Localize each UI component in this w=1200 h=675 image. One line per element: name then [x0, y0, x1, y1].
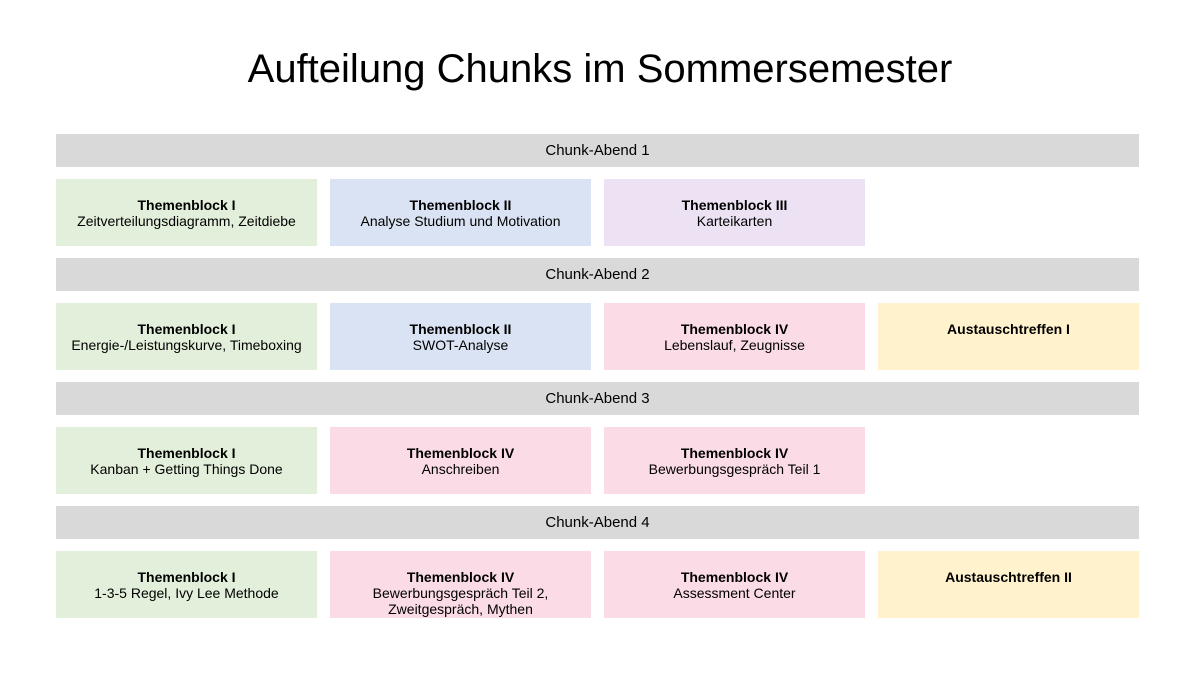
block-card — [330, 427, 591, 494]
block-title: Themenblock IV — [406, 445, 515, 461]
block-title: Themenblock III — [681, 197, 788, 213]
block-title: Themenblock I — [137, 445, 236, 461]
block-card — [604, 303, 865, 370]
block-card — [330, 179, 591, 246]
block-card — [56, 551, 317, 618]
block-title: Themenblock II — [409, 197, 512, 213]
block-description: 1-3-5 Regel, Ivy Lee Methode — [94, 585, 279, 601]
section-header-chunk-abend-3: Chunk-Abend 3 — [56, 382, 1139, 415]
page-title: Aufteilung Chunks im Sommersemester — [247, 47, 953, 91]
block-description: Analyse Studium und Motivation — [360, 213, 561, 229]
block-description: Energie-/Leistungskurve, Timeboxing — [71, 337, 302, 353]
block-description: Anschreiben — [421, 461, 500, 477]
section-row-chunk-abend-4 — [56, 551, 1139, 618]
block-card — [330, 303, 591, 370]
section-row-chunk-abend-1 — [56, 179, 1139, 246]
section-header-chunk-abend-2: Chunk-Abend 2 — [56, 258, 1139, 291]
block-description: Karteikarten — [696, 213, 773, 229]
block-card — [604, 179, 865, 246]
block-card — [56, 303, 317, 370]
block-card — [330, 551, 591, 618]
section-row-chunk-abend-3 — [56, 427, 1139, 494]
block-title: Themenblock IV — [680, 321, 789, 337]
block-title: Themenblock IV — [406, 569, 515, 585]
block-description: Bewerbungsgespräch Teil 1 — [648, 461, 821, 477]
block-title: Austauschtreffen I — [947, 321, 1070, 337]
block-description: SWOT-Analyse — [412, 337, 509, 353]
block-card — [604, 427, 865, 494]
chunk-schedule — [56, 134, 1139, 630]
block-description: Bewerbungsgespräch Teil 2, Zweitgespräch, Mythen — [372, 585, 549, 617]
block-title: Austauschtreffen II — [945, 569, 1072, 585]
exchange-card — [878, 303, 1139, 370]
block-description: Kanban + Getting Things Done — [90, 461, 283, 477]
block-description: Zeitverteilungsdiagramm, Zeitdiebe — [77, 213, 296, 229]
block-title: Themenblock I — [137, 569, 236, 585]
block-title: Themenblock IV — [680, 569, 789, 585]
block-title: Themenblock II — [409, 321, 512, 337]
exchange-card — [878, 551, 1139, 618]
block-title: Themenblock IV — [680, 445, 789, 461]
section-row-chunk-abend-2 — [56, 303, 1139, 370]
block-description: Assessment Center — [673, 585, 796, 601]
block-card — [56, 427, 317, 494]
block-title: Themenblock I — [137, 197, 236, 213]
block-card — [56, 179, 317, 246]
section-header-chunk-abend-4: Chunk-Abend 4 — [56, 506, 1139, 539]
block-description: Lebenslauf, Zeugnisse — [664, 337, 805, 353]
block-title: Themenblock I — [137, 321, 236, 337]
section-header-chunk-abend-1: Chunk-Abend 1 — [56, 134, 1139, 167]
block-card — [604, 551, 865, 618]
